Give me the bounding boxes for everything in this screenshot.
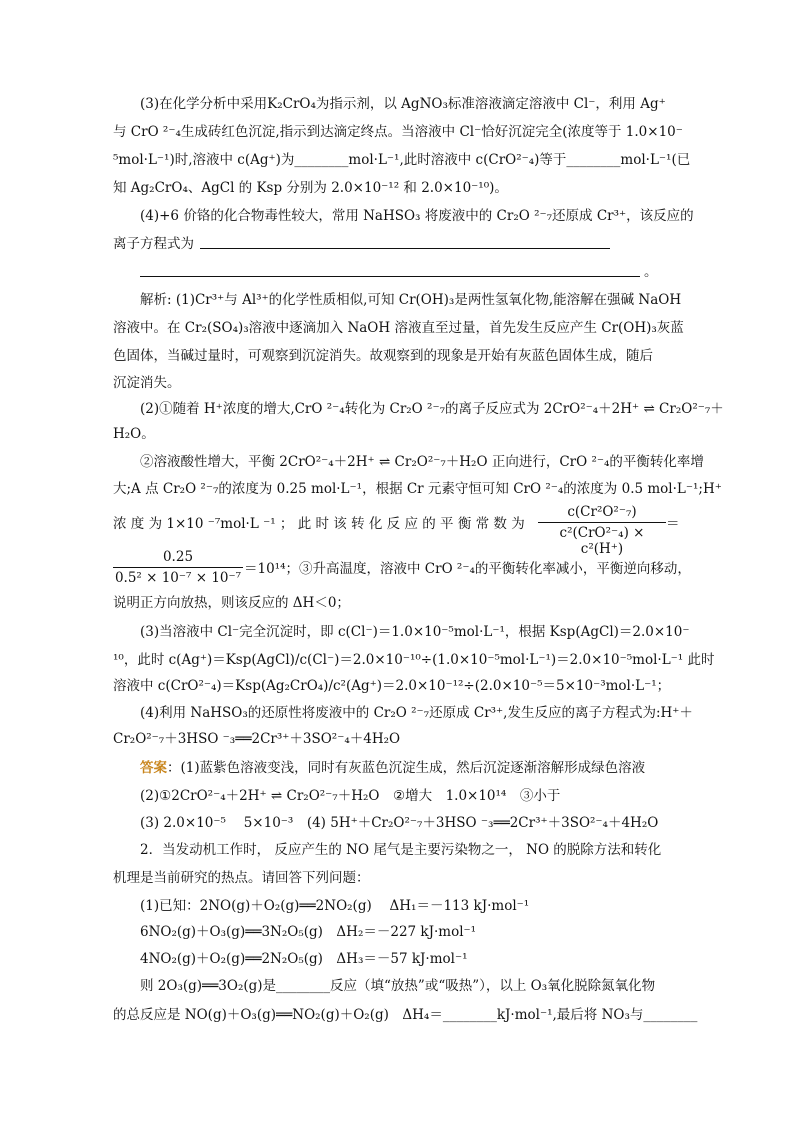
analysis-line-9: 浓 度 为 1×10 ⁻⁷mol·L ⁻¹ ； 此 时 该 转 化 反 应 的 平 衡 常 数 为 <box>113 516 525 532</box>
analysis-line-6: H₂O。 <box>113 426 155 442</box>
q3-line-1: (3)在化学分析中采用K₂CrO₄为指示剂，以 AgNO₃标准溶液滴定溶液中 Cl⁻，利用 Ag⁺ <box>140 96 666 112</box>
q4-line-end: 。 <box>644 264 658 280</box>
answer-line-3: (3) 2.0×10⁻⁵ 5×10⁻³ (4) 5H⁺＋Cr₂O²⁻₇＋3HSO ⁻₃══2Cr³⁺＋3SO²⁻₄＋4H₂O <box>140 815 659 831</box>
analysis-line-4: 沉淀消失。 <box>113 375 181 391</box>
q4-answer-blank-2 <box>140 276 640 277</box>
fraction-denominator: c²(CrO²⁻₄) × c²(H⁺) <box>559 525 645 557</box>
q4-answer-blank-1 <box>200 248 610 249</box>
equals-sign: ＝ <box>666 516 680 532</box>
q2-line-6: 则 2O₃(g)══3O₂(g)是________反应（填“放热”或“吸热”），以上 O₃氧化脱除氮氧化物 <box>140 978 656 994</box>
analysis-line-11: 说明正方向放热，则该反应的 ΔH＜0； <box>113 595 350 611</box>
q2-line-5: 4NO₂(g)＋O₂(g)══2N₂O₅(g) ΔH₃＝－57 kJ·mol⁻¹ <box>140 951 468 967</box>
value-fraction-numerator: 0.25 <box>162 549 194 565</box>
q4-line-2: 离子方程式为 <box>113 236 194 252</box>
q4-line-1: (4)+6 价铬的化合物毒性较大，常用 NaHSO₃ 将废液中的 Cr₂O ²⁻₇还原成 Cr³⁺，该反应的 <box>140 208 694 224</box>
q3-line-2: 与 CrO ²⁻₄生成砖红色沉淀,指示到达滴定终点。当溶液中 Cl⁻恰好沉淀完全(浓度等于 1.0×10⁻ <box>113 124 683 140</box>
value-fraction-denominator: 0.5² × 10⁻⁷ × 10⁻⁷ <box>114 570 242 586</box>
q2-line-2: 机理是当前研究的热点。请回答下列问题： <box>113 870 370 886</box>
analysis-line-1: 解析: (1)Cr³⁺与 Al³⁺的化学性质相似,可知 Cr(OH)₃是两性氢氧化物,能溶解在强碱 NaOH <box>140 292 682 308</box>
answer-line-1 <box>140 758 645 778</box>
analysis-line-12: (3)当溶液中 Cl⁻完全沉淀时，即 c(Cl⁻)＝1.0×10⁻⁵mol·L⁻¹，根据 Ksp(AgCl)＝2.0×10⁻ <box>140 624 690 640</box>
answer-label: 答案 <box>140 760 167 776</box>
analysis-line-2: 溶液中。在 Cr₂(SO₄)₃溶液中逐滴加入 NaOH 溶液直至过量，首先发生反应产生 Cr(OH)₃灰蓝 <box>113 320 684 336</box>
analysis-line-5: (2)①随着 H⁺浓度的增大,CrO ²⁻₄转化为 Cr₂O ²⁻₇的离子反应式为 2CrO²⁻₄＋2H⁺ ⇌ Cr₂O²⁻₇＋ <box>140 401 724 417</box>
q2-line-4: 6NO₂(g)＋O₃(g)══3N₂O₅(g) ΔH₂＝－227 kJ·mol⁻¹ <box>140 924 477 940</box>
analysis-line-8: 大;A 点 Cr₂O ²⁻₇的浓度为 0.25 mol·L⁻¹，根据 Cr 元素守恒可知 CrO ²⁻₄的浓度为 0.5 mol·L⁻¹;H⁺ <box>113 481 722 497</box>
analysis-line-15: (4)利用 NaHSO₃的还原性将废液中的 Cr₂O ²⁻₇还原成 Cr³⁺,发生反应的离子方程式为:H⁺＋ <box>140 705 693 721</box>
analysis-line-14: 溶液中 c(CrO²⁻₄)＝Ksp(Ag₂CrO₄)/c²(Ag⁺)＝2.0×10⁻¹²÷(2.0×10⁻⁵＝5×10⁻³mol·L⁻¹； <box>113 678 671 694</box>
analysis-line-10: ＝10¹⁴；③升高温度，溶液中 CrO ²⁻₄的平衡转化率减小，平衡逆向移动， <box>244 561 691 577</box>
q2-line-1: 2．当发动机工作时， 反应产生的 NO 尾气是主要污染物之一， NO 的脱除方法和转化 <box>140 842 662 858</box>
q2-line-7: 的总反应是 NO(g)＋O₃(g)══NO₂(g)＋O₂(g) ΔH₄＝________kJ·mol⁻¹,最后将 NO₃与________ <box>113 1007 698 1023</box>
q3-line-4: 知 Ag₂CrO₄、AgCl 的 Ksp 分别为 2.0×10⁻¹² 和 2.0×10⁻¹⁰)。 <box>113 180 508 196</box>
answer-text-1: ：(1)蓝紫色溶液变浅，同时有灰蓝色沉淀生成，然后沉淀逐渐溶解形成绿色溶液 <box>167 760 646 776</box>
q2-line-3: (1)已知：2NO(g)＋O₂(g)══2NO₂(g) ΔH₁＝－113 kJ·mol⁻¹ <box>140 898 530 914</box>
analysis-line-16: Cr₂O²⁻₇＋3HSO ⁻₃══2Cr³⁺＋3SO²⁻₄＋4H₂O <box>113 731 401 747</box>
answer-line-2: (2)①2CrO²⁻₄＋2H⁺ ⇌ Cr₂O²⁻₇＋H₂O ②增大 1.0×10¹⁴ ③小于 <box>140 788 561 804</box>
q3-line-3: ⁵mol·L⁻¹)时,溶液中 c(Ag⁺)为________mol·L⁻¹,此时溶液中 c(CrO²⁻₄)等于________mol·L⁻¹(已 <box>113 152 691 168</box>
equilibrium-constant-fraction <box>538 504 666 557</box>
analysis-line-7: ②溶液酸性增大，平衡 2CrO²⁻₄＋2H⁺ ⇌ Cr₂O²⁻₇＋H₂O 正向进行，CrO ²⁻₄的平衡转化率增 <box>140 454 704 470</box>
value-fraction <box>113 549 243 586</box>
analysis-line-3: 色固体，当碱过量时，可观察到沉淀消失。故观察到的现象是开始有灰蓝色固体生成，随后 <box>113 348 653 364</box>
fraction-numerator: c(Cr²O²⁻₇) <box>567 504 637 520</box>
analysis-line-13: ¹⁰，此时 c(Ag⁺)＝Ksp(AgCl)/c(Cl⁻)＝2.0×10⁻¹⁰÷(1.0×10⁻⁵mol·L⁻¹)＝2.0×10⁻⁵mol·L⁻¹ 此时 <box>113 652 715 668</box>
